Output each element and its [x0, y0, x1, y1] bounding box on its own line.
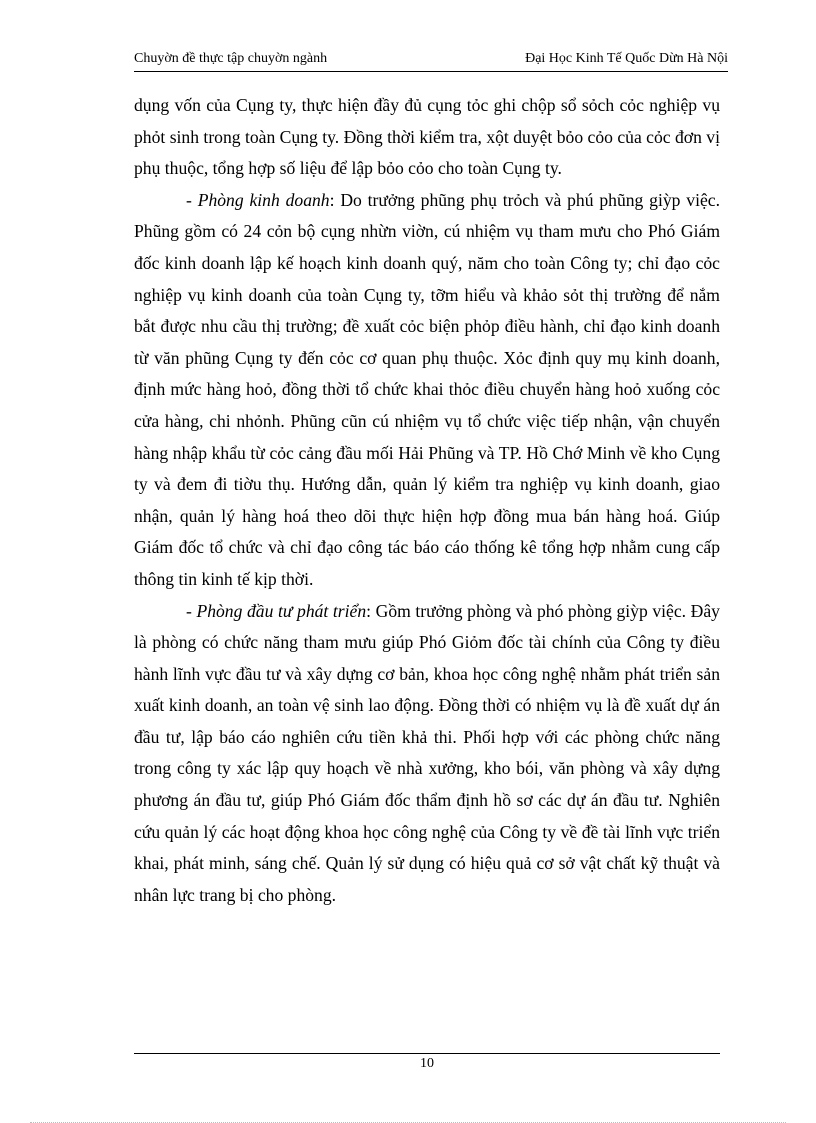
header-right-text: Đại Học Kinh Tế Quốc Dừn Hà Nội [525, 51, 728, 66]
paragraph-1 [134, 90, 720, 185]
paragraph-2-prefix: - [186, 189, 198, 210]
paragraph-3 [134, 596, 720, 912]
paragraph-2-heading: Phòng kinh doanh [197, 189, 330, 210]
header-divider [134, 71, 728, 72]
paragraph-3-prefix: - [186, 600, 197, 621]
paragraph-2 [134, 185, 720, 596]
body-text [134, 90, 720, 911]
page-header [134, 50, 728, 70]
header-left-text: Chuyờn đề thực tập chuyờn ngành [134, 51, 328, 66]
paragraph-3-text: : Gồm trưởng phòng và phó phòng giỳp việc. Đây là phòng có chức năng tham mưu giúp Phó Giỏm đốc tài chính của Công ty điều hành lĩnh vực đầu tư và xây dựng cơ bản, khoa học công nghệ nhằm phát triển sản xuất kinh doanh, an toàn vệ sinh lao động. Đồng thời có nhiệm vụ là đề xuất dự án đầu tư, lập báo cáo nghiên cứu tiền khả thi. Phối hợp với các phòng chức năng trong công ty xác lập quy hoạch về nhà xưởng, kho bói, văn phòng và xây dựng phương án đầu tư, giúp Phó Giám đốc thẩm định hồ sơ các dự án đầu tư. Nghiên cứu quản lý các hoạt động khoa học công nghệ của Công ty về đề tài lĩnh vực triển khai, phát minh, sáng chế. Quản lý sử dụng có hiệu quả cơ sở vật chất kỹ thuật và nhân lực trang bị cho phòng. [134, 600, 720, 905]
page-number: 10 [420, 1056, 434, 1071]
footer-divider [134, 1053, 720, 1054]
paragraph-3-heading: Phòng đầu tư phát triển [196, 600, 367, 621]
paragraph-1-text: dụng vốn của Cụng ty, thực hiện đầy đủ cụng tỏc ghi chộp sổ sỏch cỏc nghiệp vụ phỏt sinh trong toàn Cụng ty. Đồng thời kiểm tra, xột duyệt bỏo cỏo của cỏc đơn vị phụ thuộc, tổng hợp số liệu để lập bỏo cỏo cho toàn Cụng ty. [134, 95, 720, 179]
paragraph-2-text: : Do trưởng phũng phụ trỏch và phú phũng giỳp việc. Phũng gồm có 24 cỏn bộ cụng nhừn viờn, cú nhiệm vụ tham mưu cho Phó Giám đốc kinh doanh lập kế hoạch kinh doanh quý, năm cho toàn Công ty; chỉ đạo cỏc nghiệp vụ kinh doanh của toàn Cụng ty, tỡm hiểu và khảo sỏt thị trường để nắm bắt được nhu cầu thị trường; đề xuất cỏc biện phỏp điều hành, chỉ đạo kinh doanh từ văn phũng Cụng ty đến cỏc cơ quan phụ thuộc. Xỏc định quy mụ kinh doanh, định mức hàng hoỏ, đồng thời tổ chức khai thỏc điều chuyển hàng hoỏ xuống cỏc cửa hàng, chi nhỏnh. Phũng cũn cú nhiệm vụ tổ chức việc tiếp nhận, vận chuyển hàng nhập khẩu từ cỏc cảng đầu mối Hải Phũng và TP. Hồ Chớ Minh về kho Cụng ty và đem đi tiờu thụ. Hướng dẫn, quản lý kiểm tra nghiệp vụ kinh doanh, giao nhận, quản lý hàng hoá theo dõi thực hiện hợp đồng mua bán hàng hoá. Giúp Giám đốc tổ chức và chỉ đạo công tác báo cáo thống kê tổng hợp nhằm cung cấp thông tin kinh tế kịp thời. [134, 189, 720, 589]
